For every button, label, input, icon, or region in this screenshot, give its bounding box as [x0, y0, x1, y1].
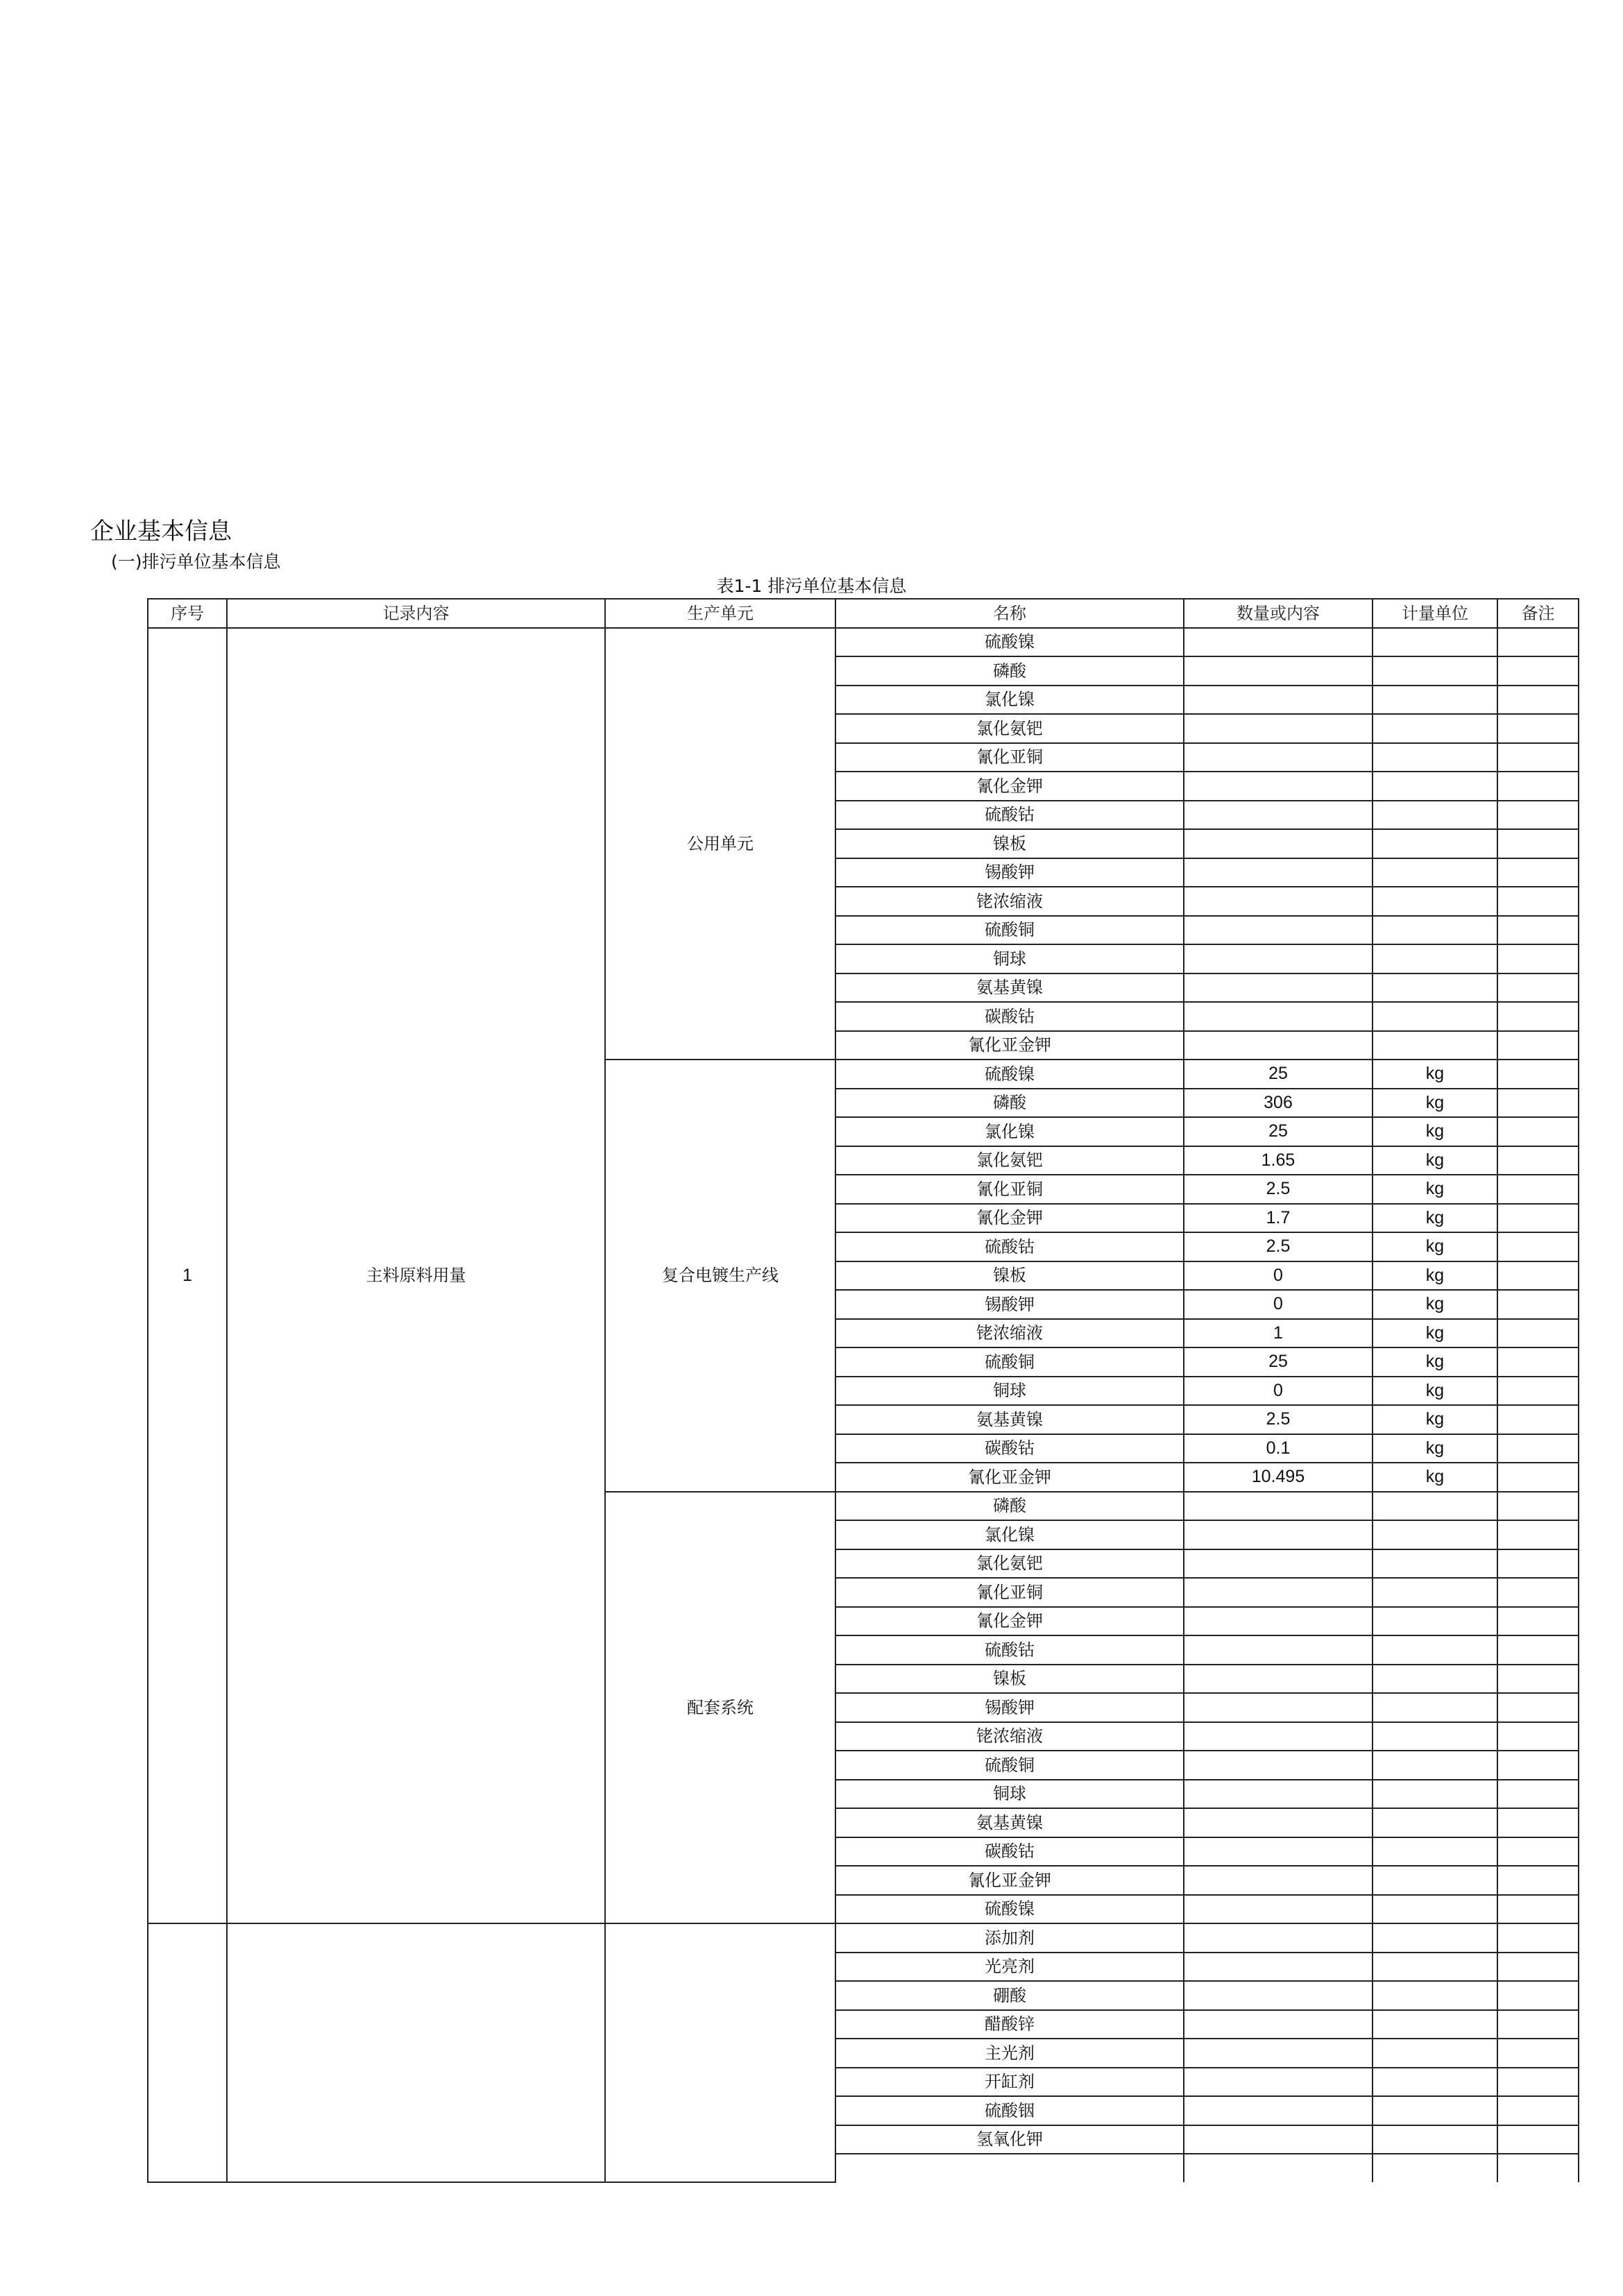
remark-cell: [1497, 686, 1579, 715]
unit-cell: kg: [1373, 1405, 1497, 1434]
material-name-cell: 氨基黄镍: [835, 973, 1184, 1003]
material-name-cell: 镍板: [835, 1665, 1184, 1694]
remark-cell: [1497, 1492, 1579, 1521]
unit-cell: kg: [1373, 1463, 1497, 1492]
quantity-cell: 2.5: [1184, 1232, 1373, 1261]
material-name-cell: 氯化镍: [835, 1520, 1184, 1549]
unit-cell: [1373, 829, 1497, 858]
table-row: [148, 628, 1579, 657]
unit-cell: [1373, 1665, 1497, 1694]
remark-cell: [1497, 829, 1579, 858]
unit-cell: [1373, 801, 1497, 830]
quantity-cell: [1184, 887, 1373, 916]
material-name-cell: 铜球: [835, 1377, 1184, 1406]
unit-cell: [1373, 2154, 1497, 2182]
unit-cell: [1373, 2068, 1497, 2097]
remark-cell: [1497, 1578, 1579, 1607]
quantity-cell: 2.5: [1184, 1405, 1373, 1434]
unit-cell: kg: [1373, 1347, 1497, 1377]
quantity-cell: [1184, 714, 1373, 743]
quantity-cell: [1184, 1607, 1373, 1636]
unit-cell: kg: [1373, 1146, 1497, 1175]
material-name-cell: 开缸剂: [835, 2068, 1184, 2097]
material-name-cell: 氰化金钾: [835, 1607, 1184, 1636]
material-name-cell: 氰化金钾: [835, 1204, 1184, 1233]
unit-cell: [1373, 1722, 1497, 1751]
material-name-cell: 铑浓缩液: [835, 1722, 1184, 1751]
remark-cell: [1497, 1031, 1579, 1060]
quantity-cell: [1184, 1492, 1373, 1521]
material-name-cell: 铑浓缩液: [835, 1319, 1184, 1348]
remark-cell: [1497, 1981, 1579, 2010]
material-name-cell: 铜球: [835, 1780, 1184, 1809]
unit-cell: [1373, 1607, 1497, 1636]
material-name-cell: 硫酸镍: [835, 1060, 1184, 1089]
remark-cell: [1497, 1261, 1579, 1291]
quantity-cell: [1184, 829, 1373, 858]
header-cell: 数量或内容: [1184, 599, 1373, 628]
material-name-cell: 铑浓缩液: [835, 887, 1184, 916]
quantity-cell: [1184, 973, 1373, 1003]
unit-cell: kg: [1373, 1175, 1497, 1204]
quantity-cell: 1.7: [1184, 1204, 1373, 1233]
record-content-cell: 主料原料用量: [227, 628, 605, 1924]
remark-cell: [1497, 887, 1579, 916]
unit-cell: kg: [1373, 1261, 1497, 1291]
quantity-cell: [1184, 1780, 1373, 1809]
material-name-cell: 铜球: [835, 944, 1184, 973]
remark-cell: [1497, 1405, 1579, 1434]
table-caption: 表1-1 排污单位基本信息: [716, 576, 907, 596]
material-name-cell: 锡酸钾: [835, 858, 1184, 887]
material-name-cell: 硫酸钴: [835, 801, 1184, 830]
unit-cell: kg: [1373, 1089, 1497, 1118]
quantity-cell: [1184, 2125, 1373, 2154]
quantity-cell: 1.65: [1184, 1146, 1373, 1175]
quantity-cell: [1184, 772, 1373, 801]
quantity-cell: [1184, 1665, 1373, 1694]
quantity-cell: [1184, 2039, 1373, 2068]
remark-cell: [1497, 1866, 1579, 1895]
unit-cell: [1373, 2039, 1497, 2068]
quantity-cell: [1184, 1549, 1373, 1579]
quantity-cell: [1184, 1635, 1373, 1665]
remark-cell: [1497, 1607, 1579, 1636]
material-name-cell: 氨基黄镍: [835, 1808, 1184, 1837]
unit-cell: [1373, 686, 1497, 715]
quantity-cell: [1184, 1722, 1373, 1751]
unit-cell: [1373, 1923, 1497, 1953]
unit-cell: [1373, 2096, 1497, 2125]
unit-cell: [1373, 916, 1497, 945]
header-cell: 记录内容: [227, 599, 605, 628]
remark-cell: [1497, 1204, 1579, 1233]
unit-cell: [1373, 973, 1497, 1003]
material-name-cell: 硫酸铜: [835, 916, 1184, 945]
material-name-cell: 碳酸钴: [835, 1434, 1184, 1463]
material-name-cell: 硫酸镍: [835, 1895, 1184, 1924]
quantity-cell: [1184, 2010, 1373, 2039]
remark-cell: [1497, 1377, 1579, 1406]
quantity-cell: [1184, 944, 1373, 973]
unit-cell: [1373, 1895, 1497, 1924]
unit-cell: [1373, 1953, 1497, 1982]
material-name-cell: 镍板: [835, 1261, 1184, 1291]
material-name-cell: 氯化氨钯: [835, 1549, 1184, 1579]
remark-cell: [1497, 1347, 1579, 1377]
unit-cell: [1373, 714, 1497, 743]
remark-cell: [1497, 1665, 1579, 1694]
quantity-cell: [1184, 656, 1373, 686]
header-cell: 备注: [1497, 599, 1579, 628]
unit-cell: kg: [1373, 1060, 1497, 1089]
remark-cell: [1497, 1923, 1579, 1953]
material-name-cell: 硫酸钴: [835, 1232, 1184, 1261]
unit-cell: kg: [1373, 1377, 1497, 1406]
unit-cell: [1373, 1031, 1497, 1060]
remark-cell: [1497, 2039, 1579, 2068]
quantity-cell: [1184, 916, 1373, 945]
unit-cell: [1373, 1549, 1497, 1579]
quantity-cell: 0: [1184, 1290, 1373, 1319]
quantity-cell: [1184, 1923, 1373, 1953]
quantity-cell: 0.1: [1184, 1434, 1373, 1463]
material-name-cell: 氯化镍: [835, 686, 1184, 715]
material-name-cell: 锡酸钾: [835, 1290, 1184, 1319]
material-name-cell: 氨基黄镍: [835, 1405, 1184, 1434]
unit-cell: [1373, 1693, 1497, 1722]
material-name-cell: 硫酸钴: [835, 1635, 1184, 1665]
quantity-cell: [1184, 1520, 1373, 1549]
quantity-cell: [1184, 801, 1373, 830]
material-name-cell: 氢氧化钾: [835, 2125, 1184, 2154]
remark-cell: [1497, 1953, 1579, 1982]
remark-cell: [1497, 916, 1579, 945]
unit-cell: [1373, 1578, 1497, 1607]
header-cell: 生产单元: [605, 599, 835, 628]
quantity-cell: [1184, 1031, 1373, 1060]
quantity-cell: [1184, 1981, 1373, 2010]
quantity-cell: 2.5: [1184, 1175, 1373, 1204]
unit-cell: [1373, 1751, 1497, 1780]
record-content-cell: [227, 1923, 605, 2182]
remark-cell: [1497, 2125, 1579, 2154]
material-name-cell: 氰化亚铜: [835, 1175, 1184, 1204]
quantity-cell: [1184, 1578, 1373, 1607]
material-name-cell: 氰化亚金钾: [835, 1031, 1184, 1060]
material-name-cell: 醋酸锌: [835, 2010, 1184, 2039]
quantity-cell: [1184, 743, 1373, 772]
material-name-cell: 氰化亚金钾: [835, 1866, 1184, 1895]
quantity-cell: [1184, 1808, 1373, 1837]
seq-cell: 1: [148, 628, 227, 1924]
remark-cell: [1497, 1290, 1579, 1319]
seq-cell: [148, 1923, 227, 2182]
quantity-cell: [1184, 628, 1373, 657]
unit-cell: [1373, 628, 1497, 657]
material-name-cell: 磷酸: [835, 1089, 1184, 1118]
material-name-cell: 硫酸铜: [835, 1347, 1184, 1377]
remark-cell: [1497, 1434, 1579, 1463]
remark-cell: [1497, 2154, 1579, 2182]
production-unit-cell: [605, 1923, 835, 2182]
remark-cell: [1497, 973, 1579, 1003]
pollutant-unit-info-table: [147, 598, 1579, 2183]
material-name-cell: 氯化镍: [835, 1117, 1184, 1146]
unit-cell: kg: [1373, 1204, 1497, 1233]
table-body: [148, 628, 1579, 2182]
material-name-cell: 硫酸镍: [835, 628, 1184, 657]
remark-cell: [1497, 1808, 1579, 1837]
quantity-cell: [1184, 2154, 1373, 2182]
material-name-cell: 氰化亚铜: [835, 1578, 1184, 1607]
material-name-cell: 磷酸: [835, 1492, 1184, 1521]
remark-cell: [1497, 944, 1579, 973]
quantity-cell: 0: [1184, 1377, 1373, 1406]
unit-cell: [1373, 1981, 1497, 2010]
material-name-cell: 氰化金钾: [835, 772, 1184, 801]
remark-cell: [1497, 772, 1579, 801]
unit-cell: kg: [1373, 1290, 1497, 1319]
material-name-cell: 氯化氨钯: [835, 1146, 1184, 1175]
unit-cell: kg: [1373, 1319, 1497, 1348]
unit-cell: [1373, 743, 1497, 772]
unit-cell: [1373, 944, 1497, 973]
material-name-cell: 镍板: [835, 829, 1184, 858]
material-name-cell: 碳酸钴: [835, 1837, 1184, 1866]
remark-cell: [1497, 1175, 1579, 1204]
remark-cell: [1497, 628, 1579, 657]
quantity-cell: 1: [1184, 1319, 1373, 1348]
quantity-cell: [1184, 1751, 1373, 1780]
unit-cell: [1373, 1808, 1497, 1837]
unit-cell: [1373, 1866, 1497, 1895]
quantity-cell: 25: [1184, 1347, 1373, 1377]
section-title: 企业基本信息: [90, 518, 232, 545]
production-unit-cell: 配套系统: [605, 1492, 835, 1924]
material-name-cell: 锡酸钾: [835, 1693, 1184, 1722]
remark-cell: [1497, 1319, 1579, 1348]
remark-cell: [1497, 1751, 1579, 1780]
quantity-cell: [1184, 2068, 1373, 2097]
header-cell: 计量单位: [1373, 599, 1497, 628]
remark-cell: [1497, 1549, 1579, 1579]
quantity-cell: [1184, 1693, 1373, 1722]
remark-cell: [1497, 743, 1579, 772]
unit-cell: [1373, 1002, 1497, 1031]
unit-cell: [1373, 772, 1497, 801]
unit-cell: kg: [1373, 1434, 1497, 1463]
remark-cell: [1497, 1895, 1579, 1924]
quantity-cell: 25: [1184, 1060, 1373, 1089]
unit-cell: [1373, 1520, 1497, 1549]
material-name-cell: 氰化亚金钾: [835, 1463, 1184, 1492]
material-name-cell: [835, 2154, 1184, 2182]
material-name-cell: 光亮剂: [835, 1953, 1184, 1982]
remark-cell: [1497, 1002, 1579, 1031]
production-unit-cell: 公用单元: [605, 628, 835, 1060]
unit-cell: [1373, 1635, 1497, 1665]
quantity-cell: 0: [1184, 1261, 1373, 1291]
quantity-cell: [1184, 1002, 1373, 1031]
remark-cell: [1497, 2010, 1579, 2039]
remark-cell: [1497, 801, 1579, 830]
quantity-cell: [1184, 686, 1373, 715]
unit-cell: [1373, 656, 1497, 686]
remark-cell: [1497, 1520, 1579, 1549]
remark-cell: [1497, 1722, 1579, 1751]
material-name-cell: 硼酸: [835, 1981, 1184, 2010]
remark-cell: [1497, 1463, 1579, 1492]
material-name-cell: 硫酸铜: [835, 1751, 1184, 1780]
quantity-cell: [1184, 1895, 1373, 1924]
material-name-cell: 硫酸铟: [835, 2096, 1184, 2125]
remark-cell: [1497, 1837, 1579, 1866]
header-cell: 名称: [835, 599, 1184, 628]
remark-cell: [1497, 1232, 1579, 1261]
remark-cell: [1497, 1060, 1579, 1089]
quantity-cell: 25: [1184, 1117, 1373, 1146]
material-name-cell: 磷酸: [835, 656, 1184, 686]
unit-cell: kg: [1373, 1232, 1497, 1261]
header-cell: 序号: [148, 599, 227, 628]
unit-cell: [1373, 1780, 1497, 1809]
unit-cell: [1373, 2010, 1497, 2039]
subsection-title: (一)排污单位基本信息: [111, 552, 281, 572]
material-name-cell: 主光剂: [835, 2039, 1184, 2068]
quantity-cell: [1184, 1953, 1373, 1982]
production-unit-cell: 复合电镀生产线: [605, 1060, 835, 1492]
quantity-cell: 306: [1184, 1089, 1373, 1118]
quantity-cell: [1184, 858, 1373, 887]
unit-cell: [1373, 1837, 1497, 1866]
header-row: [148, 599, 1579, 628]
material-name-cell: 氰化亚铜: [835, 743, 1184, 772]
remark-cell: [1497, 1117, 1579, 1146]
remark-cell: [1497, 2096, 1579, 2125]
remark-cell: [1497, 714, 1579, 743]
quantity-cell: [1184, 2096, 1373, 2125]
remark-cell: [1497, 1089, 1579, 1118]
remark-cell: [1497, 1780, 1579, 1809]
unit-cell: [1373, 887, 1497, 916]
material-name-cell: 碳酸钴: [835, 1002, 1184, 1031]
unit-cell: [1373, 2125, 1497, 2154]
remark-cell: [1497, 2068, 1579, 2097]
quantity-cell: 10.495: [1184, 1463, 1373, 1492]
remark-cell: [1497, 1146, 1579, 1175]
table-row: [148, 1923, 1579, 1953]
unit-cell: [1373, 858, 1497, 887]
remark-cell: [1497, 656, 1579, 686]
remark-cell: [1497, 1635, 1579, 1665]
quantity-cell: [1184, 1837, 1373, 1866]
material-name-cell: 氯化氨钯: [835, 714, 1184, 743]
unit-cell: [1373, 1492, 1497, 1521]
quantity-cell: [1184, 1866, 1373, 1895]
remark-cell: [1497, 1693, 1579, 1722]
material-name-cell: 添加剂: [835, 1923, 1184, 1953]
remark-cell: [1497, 858, 1579, 887]
unit-cell: kg: [1373, 1117, 1497, 1146]
